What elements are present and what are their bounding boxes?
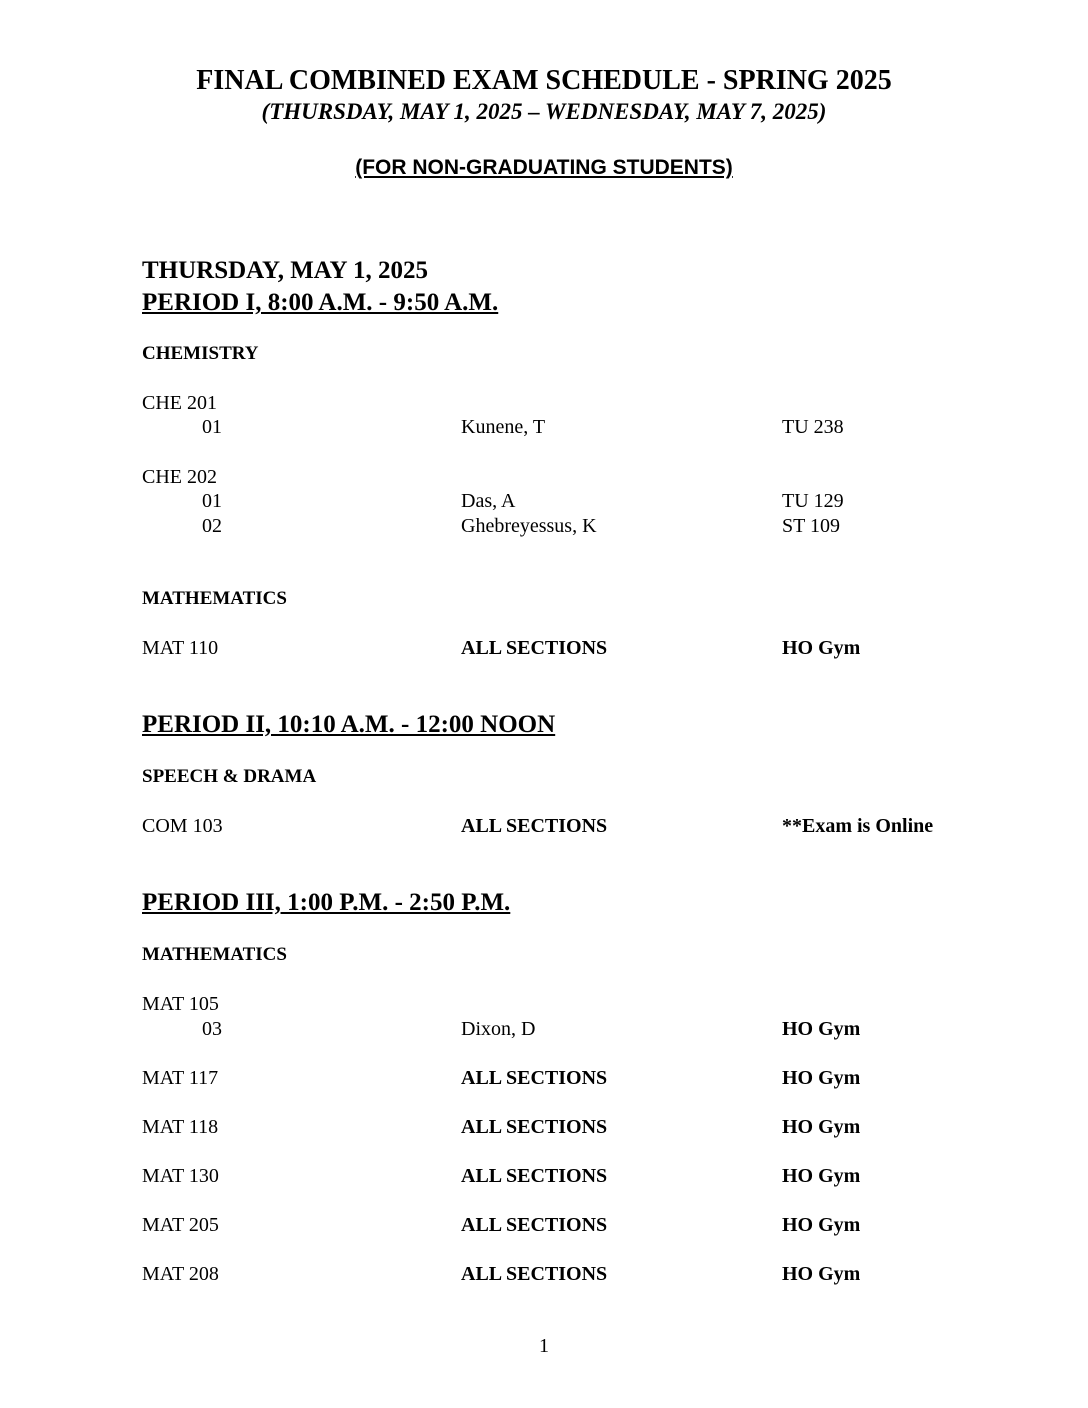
course-code: MAT 208 [142,1263,219,1285]
course-row [0,1163,1088,1189]
course-row [0,813,1088,839]
department-heading: MATHEMATICS [142,588,287,609]
room: HO Gym [782,1116,861,1138]
section-number: 02 [202,515,222,537]
course-code: MAT 205 [142,1214,219,1236]
course-code: COM 103 [142,815,223,837]
room: HO Gym [782,1018,861,1040]
course-row [0,635,1088,661]
room: ST 109 [782,515,840,537]
course-row [0,1065,1088,1091]
instructor: ALL SECTIONS [461,1116,608,1138]
instructor: ALL SECTIONS [461,1263,608,1285]
instructor: ALL SECTIONS [461,815,608,837]
document-title: FINAL COMBINED EXAM SCHEDULE - SPRING 2025 [196,65,892,96]
section-row [0,488,1088,514]
room: HO Gym [782,1214,861,1236]
course-row [0,464,1088,490]
course-row [0,1212,1088,1238]
room: HO Gym [782,1067,861,1089]
period-heading: PERIOD III, 1:00 P.M. - 2:50 P.M. [142,889,511,916]
course-row [0,1261,1088,1287]
course-code: MAT 105 [142,993,219,1015]
course-code: MAT 117 [142,1067,219,1089]
room: HO Gym [782,1263,861,1285]
room: TU 129 [782,490,844,512]
period-heading: PERIOD I, 8:00 A.M. - 9:50 A.M. [142,289,499,316]
page-number: 1 [539,1335,549,1357]
course-code: MAT 110 [142,637,219,659]
department-heading: MATHEMATICS [142,944,287,965]
date-range: (THURSDAY, MAY 1, 2025 – WEDNESDAY, MAY 7, 2025) [261,99,827,124]
section-row [0,513,1088,539]
course-code: MAT 118 [142,1116,219,1138]
department-heading: SPEECH & DRAMA [142,766,317,787]
section-number: 01 [202,416,222,438]
room: **Exam is Online [782,815,934,837]
course-code: MAT 130 [142,1165,219,1187]
instructor: ALL SECTIONS [461,1165,608,1187]
room: HO Gym [782,637,861,659]
instructor: Dixon, D [461,1018,536,1040]
section-row [0,414,1088,440]
section-number: 01 [202,490,222,512]
section-row [0,1016,1088,1042]
course-code: CHE 201 [142,392,217,414]
room: TU 238 [782,416,844,438]
period-heading: PERIOD II, 10:10 A.M. - 12:00 NOON [142,711,556,738]
instructor: ALL SECTIONS [461,637,608,659]
course-row [0,1114,1088,1140]
audience-note: (FOR NON-GRADUATING STUDENTS) [355,156,733,179]
room: HO Gym [782,1165,861,1187]
course-row [0,991,1088,1017]
instructor: ALL SECTIONS [461,1214,608,1236]
course-code: CHE 202 [142,466,217,488]
instructor: Ghebreyessus, K [461,515,597,537]
department-heading: CHEMISTRY [142,343,259,364]
course-row [0,390,1088,416]
instructor: ALL SECTIONS [461,1067,608,1089]
instructor: Das, A [461,490,516,512]
day-heading: THURSDAY, MAY 1, 2025 [142,257,428,284]
instructor: Kunene, T [461,416,546,438]
section-number: 03 [202,1018,222,1040]
